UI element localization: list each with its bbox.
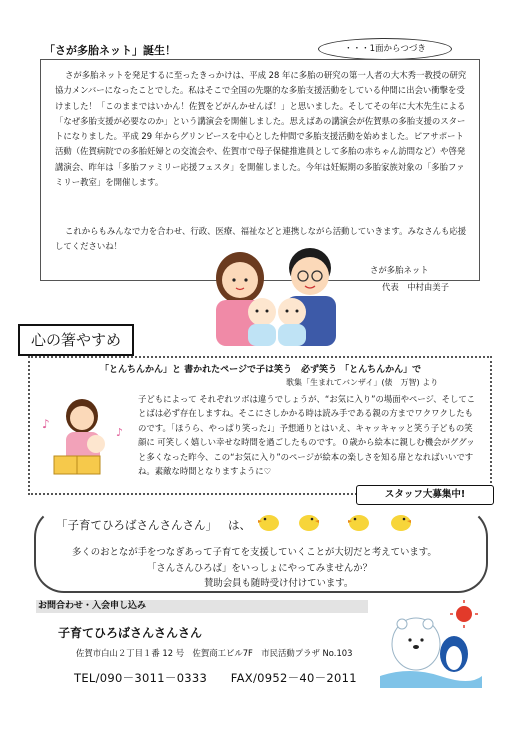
section1-paragraph1: さが多胎ネットを発足するに至ったきっかけは、平成 28 年に多胎の研究の第一人者の大木秀一教授の研究協力メンバーになったことでした。私はそこで全国の先駆的な多胎支援活動をしている仲間に出会い衝撃を受けました！「このままではいかん！佐賀をどがんかせんば！」と思いました。そしてその年に大木先生による「なぜ多胎支援が必要なのか」という講演会を開催しました。思えばあの講演会が佐賀県の多胎支援のスタートになりました。平成 29 年からグリンピースを中心とした仲間で多胎支援活動を始めました。ピアサポート活動（佐賀病院での多胎妊婦との交流会や、佐賀市で母子保健推進員として多胎の赤ちゃん訪問など）や啓発講演会、昨年は「多胎ファミリー応援フェスタ」を開催しました。今年は妊娠期の多胎家族対象の「多胎ファミリー教室」を開催します。 bbox=[55, 70, 467, 188]
mother-reading-illustration bbox=[38, 392, 130, 484]
section1-title: 「さが多胎ネット」誕生！ bbox=[44, 44, 176, 57]
family-twins-illustration bbox=[202, 238, 352, 346]
section1-paragraph2: これからもみんなで力を合わせ、行政、医療、福祉などと連携しながら活動していきます。みなさんも応援してくださいね！ bbox=[55, 226, 467, 252]
recruit-line3: 賛助会員も随時受け付けています。 bbox=[204, 578, 354, 589]
hiroba-particle: は、 bbox=[228, 518, 251, 532]
staff-recruiting-badge: スタッフ大募集中! bbox=[356, 485, 494, 505]
music-note-icon: ♪ bbox=[42, 417, 50, 431]
tanka-poem: 「とんちんかん」と 書かれたページで子は笑う 必ず笑う 「とんちんかん」で bbox=[100, 365, 422, 375]
contact-org: 子育てひろばさんさんさん bbox=[58, 626, 203, 640]
contact-label: お問合わせ・入会申し込み bbox=[36, 600, 368, 613]
music-note-icon: ♪ bbox=[116, 426, 124, 439]
recruit-line1: 多くのおとなが手をつなぎあって子育てを支援していくことが大切だと考えています。 bbox=[72, 547, 437, 558]
continued-bubble: ・・・1面からつづき bbox=[318, 38, 452, 60]
chick-icon bbox=[296, 510, 322, 532]
contact-address: 佐賀市白山２丁目１番 12 号 佐賀商工ビル7F 市民活動プラザ No.103 bbox=[76, 648, 353, 658]
chick-icon bbox=[388, 510, 414, 532]
signature-name: 代表 中村由美子 bbox=[382, 282, 449, 292]
poem-source: 歌集「生まれてバンザイ」(俵 万智) より bbox=[286, 378, 439, 387]
contact-phones: TEL/090－3011－0333 FAX/0952－40－2011 bbox=[74, 671, 357, 685]
section2-paragraph: 子どもによって それぞれツボは違うでしょうが、“お気に入り”の場面やページ、そしてことばは必ず存在しますね。そこにさしかかる時は読み手である親の方までワクワクしたものです。「ほうら、やっぱり笑った♩」予想通りとはいえ、キャッキャッと笑う子どもの笑顔に 可笑しく嬉しい幸せな時間を過ごしたものです。０歳から絵本に親しむ機会がググッと多くなった昨今、この“お気に入り”のページが絵本の楽しさを知る扉となればいいですね。素敵な時間となりますように♡ bbox=[138, 394, 476, 477]
polar-bear-penguin-illustration bbox=[380, 600, 482, 688]
recruit-line2: 「さんさんひろば」をいっしょにやってみませんか？ bbox=[147, 563, 373, 574]
section2-title: 心の箸やすめ bbox=[18, 324, 134, 356]
chick-icon bbox=[256, 510, 282, 532]
signature-org: さが多胎ネット bbox=[370, 265, 429, 275]
chick-icon bbox=[346, 510, 372, 532]
hiroba-name: 「子育てひろばさんさんさん」 bbox=[56, 518, 217, 532]
